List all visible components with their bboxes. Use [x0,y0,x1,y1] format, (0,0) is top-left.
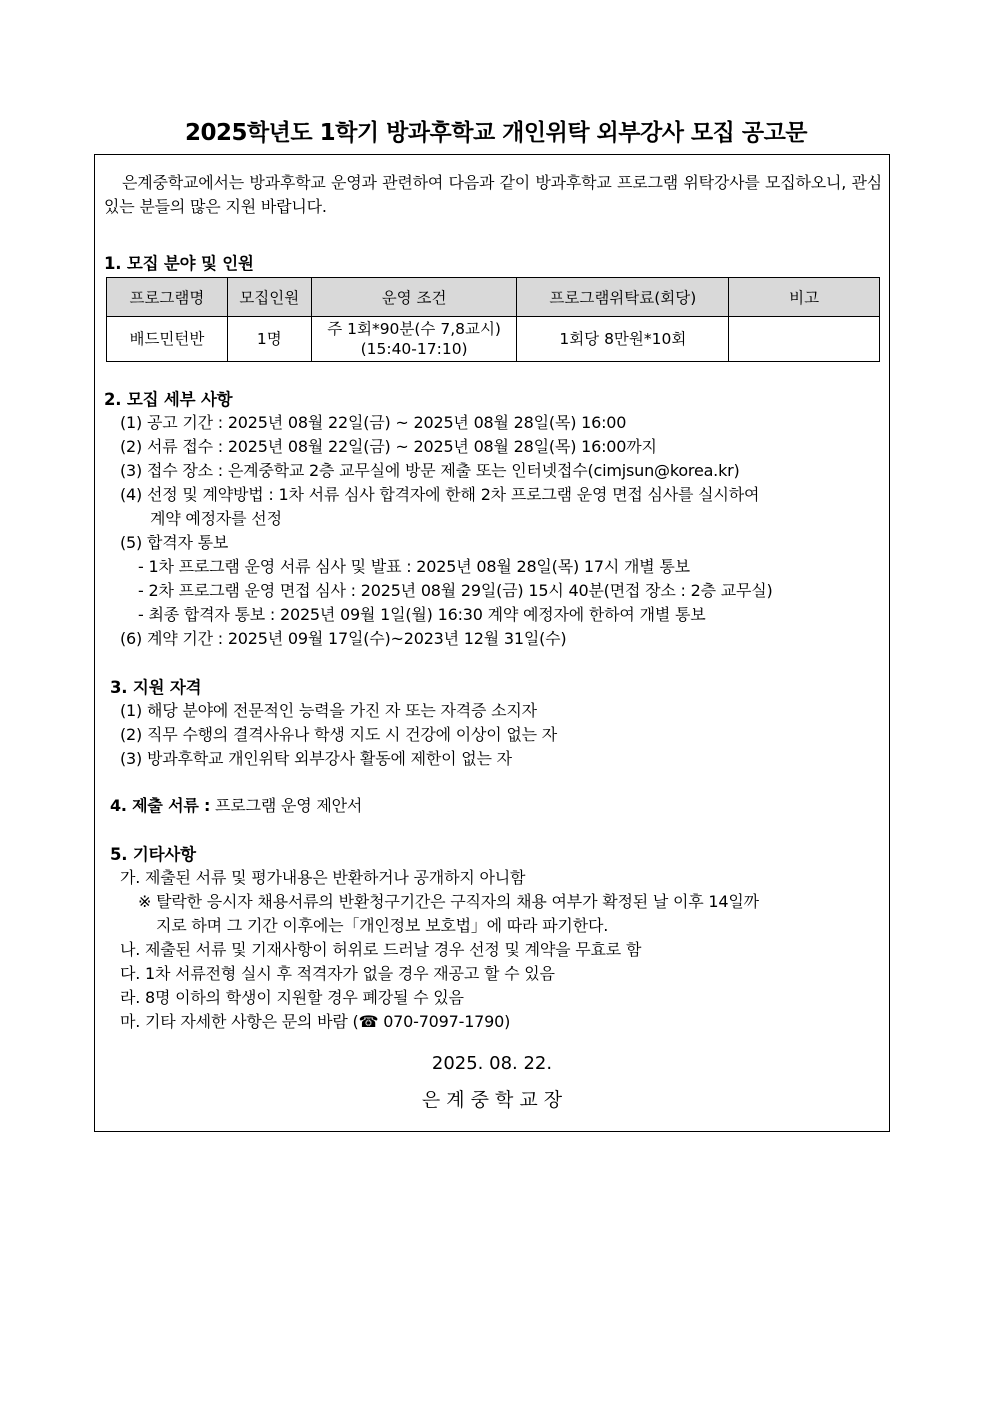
cell-program: 배드민턴반 [107,317,228,362]
section5-line: 다. 1차 서류전형 실시 후 적격자가 없을 경우 재공고 할 수 있음 [120,964,555,983]
notice-date: 2025. 08. 22. [431,1053,553,1074]
table-header-cell: 프로그램명 [107,278,228,317]
page-title: 2025학년도 1학기 방과후학교 개인위탁 외부강사 모집 공고문 [184,120,808,146]
section2-heading: 2. 모집 세부 사항 [104,390,233,409]
table-row [107,317,880,362]
program-table [106,277,880,362]
section2-line: (2) 서류 접수 : 2025년 08월 22일(금) ~ 2025년 08월 28일(목) 16:00까지 [120,437,657,456]
section4-heading: 4. 제출 서류 : [110,796,211,815]
section3-heading: 3. 지원 자격 [110,678,202,697]
section2-line: - 최종 합격자 통보 : 2025년 09월 1일(월) 16:30 계약 예정자에 한하여 개별 통보 [138,605,706,624]
section4-line [110,793,362,816]
table-header-row [107,278,880,317]
section5-line: 마. 기타 자세한 사항은 문의 바람 (☎ 070-7097-1790) [120,1012,511,1031]
cell-count: 1명 [227,317,311,362]
section5-heading: 5. 기타사항 [110,845,196,864]
section2-line: (1) 공고 기간 : 2025년 08월 22일(금) ~ 2025년 08월 28일(목) 16:00 [120,413,627,432]
section1-heading: 1. 모집 분야 및 인원 [104,254,254,273]
section5-line: 나. 제출된 서류 및 기재사항이 허위로 드러날 경우 선정 및 계약을 무효로 함 [120,940,642,959]
section2-line: 계약 예정자를 선정 [150,509,282,528]
cell-condition [311,317,517,362]
section3-line: (2) 직무 수행의 결격사유나 학생 지도 시 건강에 이상이 없는 자 [120,725,558,744]
table-header-cell: 프로그램위탁료(회당) [517,278,729,317]
table-header-cell: 모집인원 [227,278,311,317]
section4-text: 프로그램 운영 제안서 [215,796,363,815]
section5-line: 가. 제출된 서류 및 평가내용은 반환하거나 공개하지 아니함 [120,868,526,887]
condition-line1: 주 1회*90분(수 7,8교시) [327,320,501,338]
section3-line: (3) 방과후학교 개인위탁 외부강사 활동에 제한이 없는 자 [120,749,512,768]
table-header-cell: 운영 조건 [311,278,517,317]
section2-line: - 2차 프로그램 운영 면접 심사 : 2025년 08월 29일(금) 15시 40분(면접 장소 : 2층 교무실) [138,581,773,600]
section3-line: (1) 해당 분야에 전문적인 능력을 가진 자 또는 자격증 소지자 [120,701,537,720]
section2-line: (5) 합격자 통보 [120,533,229,552]
condition-line2: (15:40-17:10) [360,340,468,358]
cell-note [729,317,880,362]
section2-line: - 1차 프로그램 운영 서류 심사 및 발표 : 2025년 08월 28일(목) 17시 개별 통보 [138,557,690,576]
cell-fee: 1회당 8만원*10회 [517,317,729,362]
section2-line: (6) 계약 기간 : 2025년 09월 17일(수)~2023년 12월 31일(수) [120,629,567,648]
section5-line: 라. 8명 이하의 학생이 지원할 경우 폐강될 수 있음 [120,988,464,1007]
section5-note: 지로 하며 그 기간 이후에는「개인정보 보호법」에 따라 파기한다. [156,916,609,935]
section2-line: (4) 선정 및 계약방법 : 1차 서류 심사 합격자에 한해 2차 프로그램 운영 면접 심사를 실시하여 [120,485,760,504]
intro-paragraph: 은계중학교에서는 방과후학교 운영과 관련하여 다음과 같이 방과후학교 프로그램 위탁강사를 모집하오니, 관심 있는 분들의 많은 지원 바랍니다. [104,173,882,216]
section2-line: (3) 접수 장소 : 은계중학교 2층 교무실에 방문 제출 또는 인터넷접수(cimjsun@korea.kr) [120,461,740,480]
signature: 은 계 중 학 교 장 [421,1089,563,1111]
section5-note: ※ 탈락한 응시자 채용서류의 반환청구기간은 구직자의 채용 여부가 확정된 날 이후 14일까 [138,892,759,911]
table-header-cell: 비고 [729,278,880,317]
